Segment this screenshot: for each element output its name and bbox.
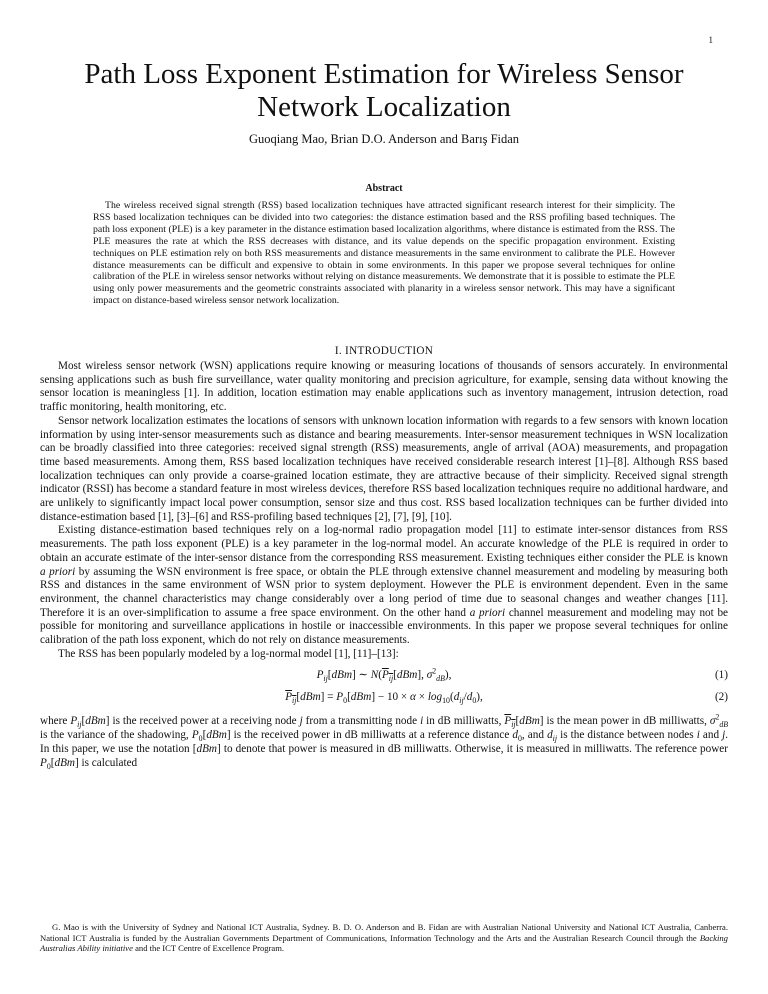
abstract-text: The wireless received signal strength (RSS) based localization techniques have attracted significant research interest for their simplicity. The RSS based localization techniques can be divided into two categories: the distance estimation based and the RSS profiling based techniques. The path loss exponent (PLE) is a key parameter in the distance estimation based localization algorithms, where distance is estimated from the RSS. The PLE measures the rate at which the RSS decreases with distance, and its value depends on the specific propagation environment. Existing techniques on PLE estimation rely on both RSS measurements and distance measurements in the same environment to calibrate the PLE. However distance measurements can be difficult and expensive to obtain in some environments. In this paper we propose several techniques for online calibration of the PLE in wireless sensor networks without relying on distance measurements. We demonstrate that it is possible to estimate the PLE using only power measurements and the geometric constraints associated with planarity in a wireless sensor network. This may have a significant impact on distance-based wireless sensor network localization. [93,200,675,307]
equation-2: $P_{ij}[dBm] = P_0[dBm] - 10 \times \alpha \times \log_{10}(d_{ij}/d_0)$, (2) [285,691,728,706]
author-list: Guoqiang Mao, Brian D.O. Anderson and Barış Fidan [248,132,520,146]
paragraph-5: where $P_{ij}[dBm]$ is the received power at a receiving node j from a transmitting node i in dB milliwatts, $P_{ij}[dBm]$ is the mean power in dB milliwatts, $\sigma^2_{dB}$ is the variance of the shadowing, $P_0[dBm]$ is the received power in dB milliwatts at a reference distance $d_0$, and $d_{ij}$ is the distance between nodes i and j. In this paper, we use the notation [dBm] to denote that power is measured in dB milliwatts. Otherwise, it is measured in milliwatts. The reference power $P_0[dBm]$ is calculated [40,712,729,771]
equation-1-number: (1) [714,669,728,682]
paragraph-2: Sensor network localization estimates the locations of sensors with unknown location information with regards to a few sensors with known location information by using inter-sensor measurements such as distance and bearing measurements. Inter-sensor measurement techniques in WSN localization can be broadly classified into three categories: received signal strength (RSS) measurements, angle of arrival (AOA) measurements, and propagation time based measurements. Among them, RSS based localization techniques have received considerable research interest [1]–[8]. Although RSS based localization techniques can only provide a coarse-grained location estimate, they are attractive because of their simplicity. Received signal strength indicator (RSSI) has become a standard feature in most wireless devices, therefore RSS based localization techniques require no additional hardware, and are unlikely to significantly impact local power consumption, sensor size and thus cost. RSS based localization techniques can be further divided into distance-estimation based [1], [3]–[6] and RSS-profiling based techniques [2], [7], [9], [10]. [40,414,728,523]
paragraph-4: The RSS has been popularly modeled by a log-normal model [1], [11]–[13]: [58,647,399,660]
footnote: G. Mao is with the University of Sydney and National ICT Australia, Sydney. B. D. O. Anderson and B. Fidan are with Australian National University and National ICT Australia, Canberra. National ICT Australia is funded by the Australian Governments Department of Communications, Information Technology and the Arts and the Australian Research Council through the Backing Australias Ability initiative and the ICT Centre of Excellence Program. [40,922,728,954]
introduction-body [40,360,728,770]
equation-1: $P_{ij}[dBm]$ ∼ $N(P_{ij}[dBm]$, $\sigma^2_{dB}$), (1) [316,666,728,684]
paragraph-1: Most wireless sensor network (WSN) applications require knowing or measuring locations of thousands of sensors accurately. In environmental sensing applications such as bush fire surveillance, water quality monitoring and precision agriculture, for example, sensing data without knowing the sensor location is meaningless [1]. In addition, location estimation may enable applications such as inventory management, intrusion detection, road traffic monitoring, health monitoring, etc. [40,360,728,414]
italic-a-priori: a priori [40,565,76,578]
abstract-heading: Abstract [365,183,403,194]
page-number: 1 [708,35,713,45]
equation-2-number: (2) [714,691,728,704]
italic-a-priori: a priori [469,606,506,619]
paper-title: Path Loss Exponent Estimation for Wireless Sensor Network Localization [84,58,684,123]
section-heading-introduction: I. INTRODUCTION [334,345,434,357]
paragraph-3: Existing distance-estimation based techniques rely on a log-normal radio propagation model [11] to estimate inter-sensor distances from RSS measurements. The path loss exponent (PLE) is a key parameter in the log-normal model. An accurate knowledge of the PLE is required in order to obtain an accurate estimate of the inter-sensor distance from the corresponding RSS measurement. Existing techniques either consider the PLE is known a priori by assuming the WSN environment is free space, or obtain the PLE through extensive channel measurement and modeling by measuring both RSS and distances in the same environment of WSN prior to system deployment. However the PLE is environment dependent. Even in the same environment, the channel characteristics may change considerably over a long period of time due to seasonal changes and weather changes [11]. Therefore it is an over-simplification to assume a free space environment. On the other hand a priori channel measurement and modeling may not be possible for monitoring and surveillance applications in hostile or inaccessible environments. In this paper we propose several techniques for online calibration of the path loss exponent, which do not rely on distance measurements. [40,524,729,647]
